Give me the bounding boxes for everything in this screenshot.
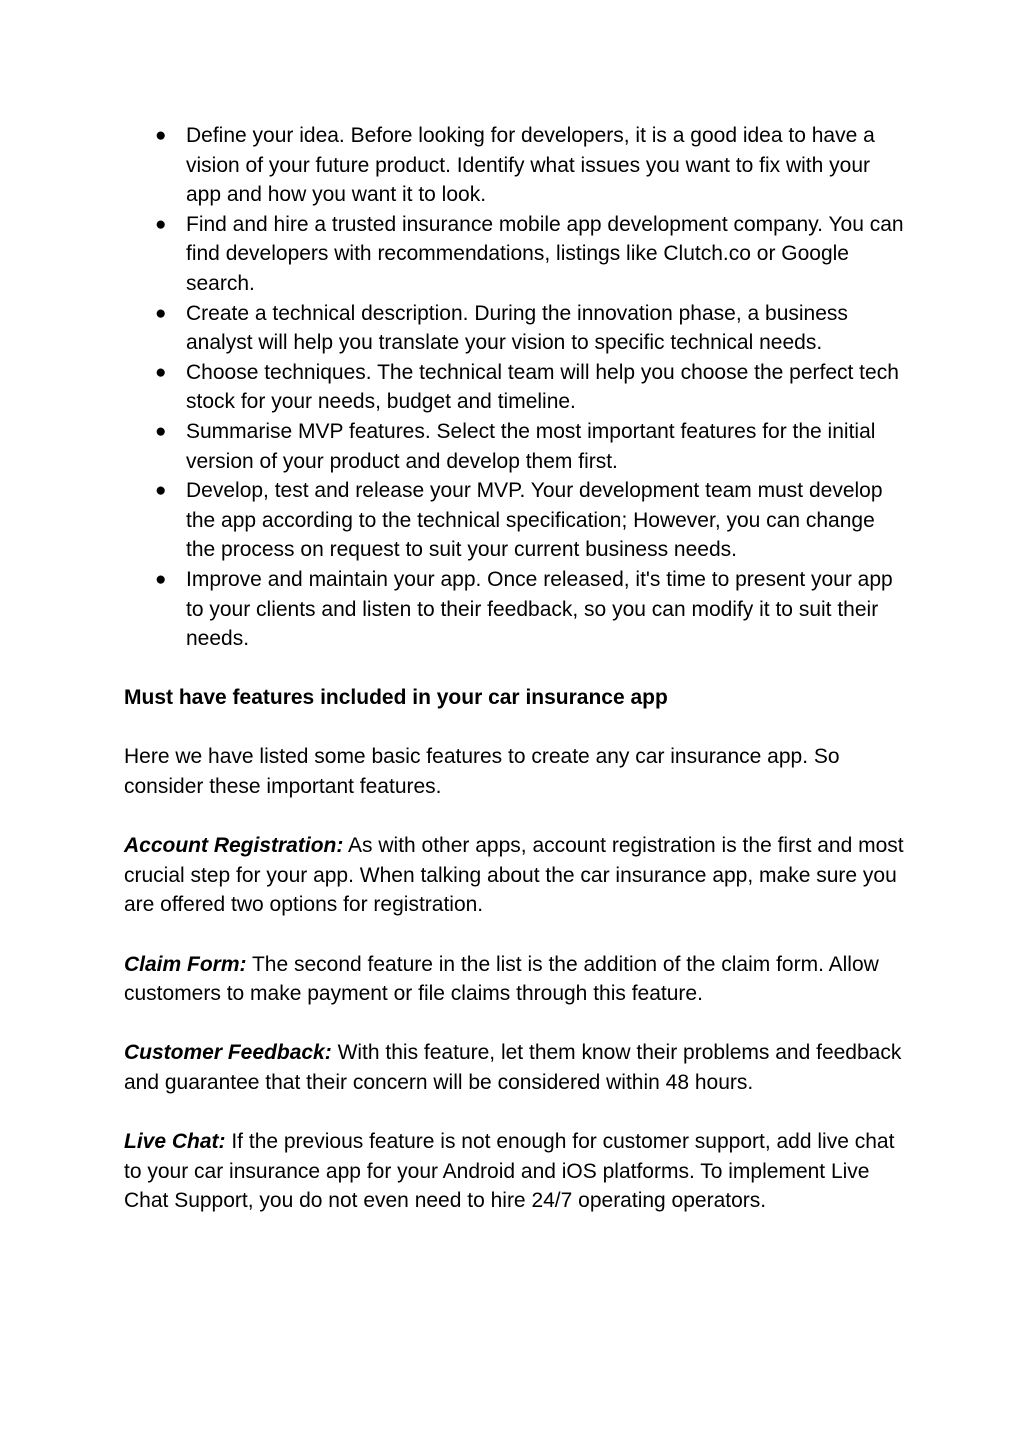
list-item-text: Define your idea. Before looking for developers, it is a good idea to have a vision of your future product. Identify what issues you want to fix with your app and how you want it to look.	[186, 124, 875, 207]
list-item-text: Create a technical description. During the innovation phase, a business analyst will help you translate your vision to specific technical needs.	[186, 301, 848, 355]
bullet-icon: ●	[155, 568, 167, 590]
feature-paragraph-claim-form	[124, 950, 904, 1009]
feature-description: The second feature in the list is the addition of the claim form. Allow customers to make payment or file claims through this feature.	[124, 952, 879, 1006]
list-item	[124, 417, 904, 476]
bullet-icon: ●	[155, 480, 167, 502]
bullet-icon: ●	[155, 125, 167, 146]
feature-description: If the previous feature is not enough for customer support, add live chat to your car insurance app for your Android and iOS platforms. To implement Live Chat Support, you do not even need to hire 24/7 operating operators.	[124, 1130, 895, 1213]
feature-description: With this feature, let them know their problems and feedback and guarantee that their concern will be considered within 48 hours.	[124, 1041, 902, 1094]
list-item-text: Find and hire a trusted insurance mobile app development company. You can find developers with recommendations, listings like Clutch.co or Google search.	[186, 212, 904, 295]
feature-paragraph-account-registration	[124, 831, 904, 920]
bullet-icon: ●	[155, 302, 167, 324]
development-steps-list	[124, 121, 904, 654]
list-item-text: Improve and maintain your app. Once released, it's time to present your app to your clients and listen to their feedback, so you can modify it to suit their needs.	[186, 567, 893, 651]
list-item	[124, 299, 904, 358]
feature-term: Customer Feedback:	[124, 1041, 332, 1065]
bullet-icon: ●	[155, 213, 167, 235]
list-item	[124, 476, 904, 565]
list-item	[124, 210, 904, 299]
document-page	[124, 121, 904, 1216]
feature-description: As with other apps, account registration is the first and most crucial step for your app. When talking about the car insurance app, make sure you are offered two options for registration.	[124, 834, 904, 917]
feature-term: Claim Form:	[124, 952, 247, 976]
list-item-text: Summarise MVP features. Select the most important features for the initial version of your product and develop them first.	[186, 419, 876, 473]
feature-paragraph-customer-feedback	[124, 1038, 904, 1097]
feature-paragraph-live-chat	[124, 1127, 904, 1216]
list-item-text: Choose techniques. The technical team will help you choose the perfect tech stock for your needs, budget and timeline.	[186, 360, 899, 414]
feature-term: Account Registration:	[124, 834, 344, 858]
bullet-icon: ●	[155, 361, 167, 383]
bullet-icon: ●	[155, 420, 167, 442]
list-item	[124, 358, 904, 417]
feature-term: Live Chat:	[124, 1130, 226, 1154]
section-heading: Must have features included in your car insurance app	[124, 686, 668, 710]
list-item-text: Develop, test and release your MVP. Your development team must develop the app according to the technical specification; However, you can change the process on request to suit your current business needs.	[186, 479, 883, 562]
list-item	[124, 565, 904, 654]
list-item	[124, 121, 904, 210]
intro-paragraph: Here we have listed some basic features to create any car insurance app. So consider these important features.	[124, 745, 840, 799]
